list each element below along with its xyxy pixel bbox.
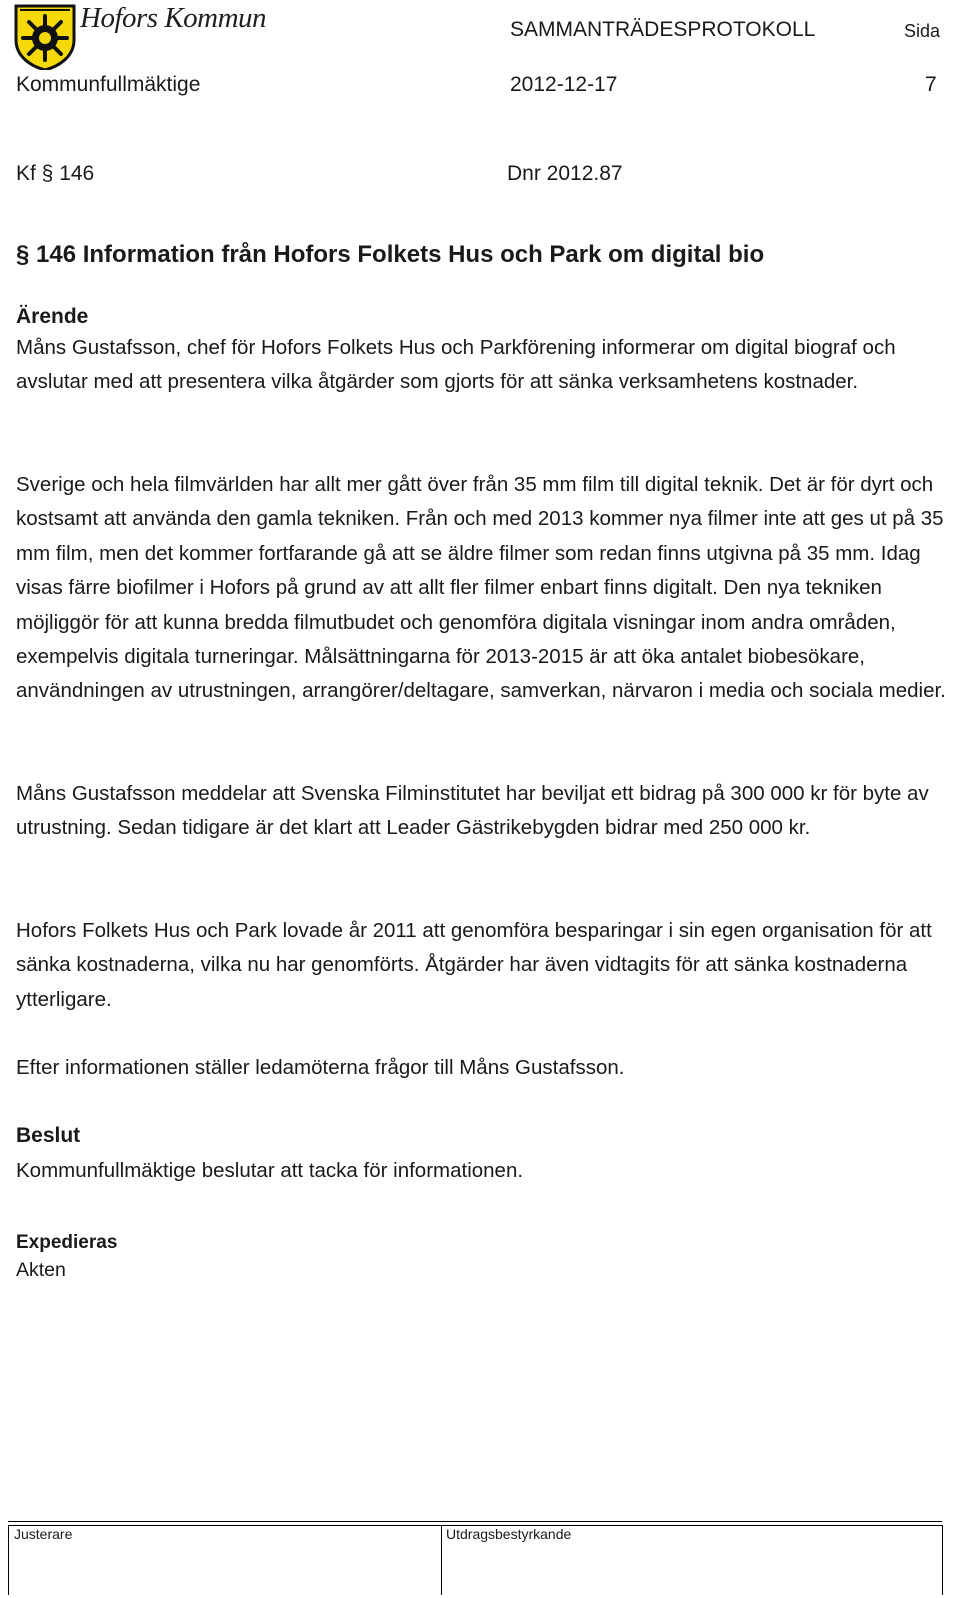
arende-heading: Ärende (16, 305, 89, 328)
dnr-reference: Dnr 2012.87 (507, 162, 623, 185)
footer-right-edge (942, 1525, 943, 1595)
expedieras-text: Akten (16, 1259, 66, 1281)
utdrag-label: Utdragsbestyrkande (446, 1526, 572, 1542)
justerare-box (8, 1525, 9, 1595)
paragraph-digital-transition: Sverige och hela filmvärlden har allt mer gått över från 35 mm film till digital teknik. Det är för dyrt och kostsamt att använda den gamla tekniken. Från och med 2013 kommer nya filmer inte att ges ut på 35 mm film, men det kommer fortfarande gå att se äldre filmer som redan finns utgivna på 35 mm. Idag visas färre biofilmer i Hofors på grund av att allt fler filmer enbart finns digitalt. Den nya tekniken möjliggör för att kunna bredda filmutbudet och genomföra digitala visningar inom andra områden, exempelvis digitala turneringar. Målsättningarna för 2013-2015 är att öka antalet biobesökare, användningen av utrustningen, arrangörer/deltagare, samverkan, närvaron i media och sociala medier. (16, 473, 946, 703)
page-label: Sida (904, 21, 941, 41)
arende-text: Måns Gustafsson, chef för Hofors Folkets Hus och Parkförening informerar om digital biograf och avslutar med att presentera vilka åtgärder som gjorts för att sänka verksamhetens kostnader. (16, 336, 896, 394)
meeting-body: Kommunfullmäktige (16, 73, 201, 96)
utdrag-box (441, 1525, 442, 1595)
paragraph-reference: Kf § 146 (16, 162, 95, 185)
justerare-label: Justerare (14, 1526, 73, 1542)
document-type: SAMMANTRÄDESPROTOKOLL (510, 18, 816, 41)
paragraph-funding: Måns Gustafsson meddelar att Svenska Filminstitutet har beviljat ett bidrag på 300 000 kr för byte av utrustning. Sedan tidigare är det klart att Leader Gästrikebygden bidrar med 250 000 kr. (16, 782, 929, 840)
footer-divider (8, 1521, 942, 1522)
page-title: § 146 Information från Hofors Folkets Hus och Park om digital bio (16, 241, 765, 268)
beslut-text: Kommunfullmäktige beslutar att tacka för informationen. (16, 1159, 524, 1182)
org-name: Hofors Kommun (80, 2, 267, 34)
page-number: 7 (925, 73, 937, 96)
paragraph-questions: Efter informationen ställer ledamöterna frågor till Måns Gustafsson. (16, 1056, 625, 1079)
paragraph-savings: Hofors Folkets Hus och Park lovade år 2011 att genomföra besparingar i sin egen organisation för att sänka kostnaderna, vilka nu har genomförts. Åtgärder har även vidtagits för att sänka kostnaderna ytterligare. (16, 919, 932, 1011)
expedieras-heading: Expedieras (16, 1232, 118, 1253)
meeting-date: 2012-12-17 (510, 73, 618, 96)
beslut-heading: Beslut (16, 1124, 81, 1147)
